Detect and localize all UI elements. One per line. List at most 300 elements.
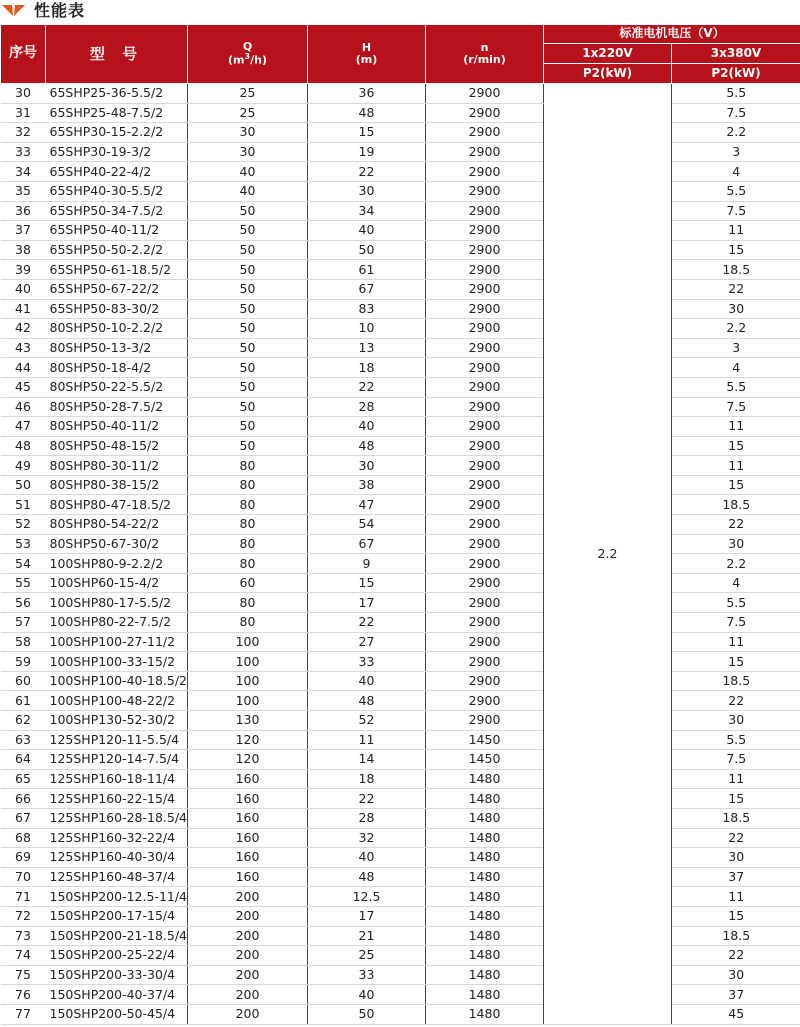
single-phase-power: 2.2 xyxy=(544,84,672,1025)
row-model: 65SHP25-48-7.5/2 xyxy=(46,103,188,123)
header-flow-unit xyxy=(188,53,307,67)
row-head: 48 xyxy=(308,691,426,711)
row-model: 65SHP50-61-18.5/2 xyxy=(46,260,188,280)
table-row xyxy=(1,632,800,652)
row-speed: 2900 xyxy=(426,613,544,633)
page-title: 性能表 xyxy=(34,1,86,20)
table-row xyxy=(1,103,800,123)
row-power: 11 xyxy=(672,456,800,476)
row-speed: 1480 xyxy=(426,867,544,887)
row-model: 125SHP160-22-15/4 xyxy=(46,789,188,809)
row-speed: 2900 xyxy=(426,671,544,691)
table-row xyxy=(1,436,800,456)
row-index: 54 xyxy=(1,554,46,574)
row-model: 150SHP200-25-22/4 xyxy=(46,946,188,966)
row-head: 47 xyxy=(308,495,426,515)
row-power: 4 xyxy=(672,162,800,182)
row-power: 15 xyxy=(672,652,800,672)
row-head: 48 xyxy=(308,867,426,887)
row-index: 49 xyxy=(1,456,46,476)
row-head: 17 xyxy=(308,593,426,613)
row-speed: 2900 xyxy=(426,495,544,515)
row-flow: 50 xyxy=(188,260,308,280)
row-head: 52 xyxy=(308,711,426,731)
row-speed: 2900 xyxy=(426,103,544,123)
flow-unit-post: /h) xyxy=(250,53,267,67)
table-row xyxy=(1,652,800,672)
row-speed: 2900 xyxy=(426,632,544,652)
table-row xyxy=(1,495,800,515)
row-model: 100SHP100-33-15/2 xyxy=(46,652,188,672)
row-power: 22 xyxy=(672,946,800,966)
table-row xyxy=(1,417,800,437)
table-row xyxy=(1,965,800,985)
row-index: 71 xyxy=(1,887,46,907)
table-row xyxy=(1,730,800,750)
row-model: 125SHP160-28-18.5/4 xyxy=(46,808,188,828)
row-index: 32 xyxy=(1,123,46,143)
row-speed: 1480 xyxy=(426,926,544,946)
row-speed: 1480 xyxy=(426,887,544,907)
row-head: 28 xyxy=(308,397,426,417)
row-flow: 40 xyxy=(188,162,308,182)
row-head: 19 xyxy=(308,142,426,162)
row-flow: 25 xyxy=(188,103,308,123)
table-row xyxy=(1,299,800,319)
row-model: 100SHP100-48-22/2 xyxy=(46,691,188,711)
row-power: 2.2 xyxy=(672,123,800,143)
row-power: 7.5 xyxy=(672,613,800,633)
row-head: 40 xyxy=(308,417,426,437)
row-flow: 80 xyxy=(188,534,308,554)
table-row xyxy=(1,162,800,182)
row-speed: 1480 xyxy=(426,906,544,926)
row-power: 11 xyxy=(672,769,800,789)
row-index: 35 xyxy=(1,181,46,201)
row-index: 45 xyxy=(1,377,46,397)
row-flow: 50 xyxy=(188,338,308,358)
row-head: 50 xyxy=(308,1004,426,1024)
row-index: 56 xyxy=(1,593,46,613)
row-model: 80SHP50-18-4/2 xyxy=(46,358,188,378)
table-row xyxy=(1,926,800,946)
row-index: 47 xyxy=(1,417,46,437)
row-head: 22 xyxy=(308,162,426,182)
row-index: 31 xyxy=(1,103,46,123)
row-model: 80SHP80-30-11/2 xyxy=(46,456,188,476)
row-model: 100SHP80-22-7.5/2 xyxy=(46,613,188,633)
row-speed: 2900 xyxy=(426,123,544,143)
row-power: 22 xyxy=(672,828,800,848)
row-model: 80SHP50-48-15/2 xyxy=(46,436,188,456)
table-row xyxy=(1,201,800,221)
row-head: 15 xyxy=(308,123,426,143)
row-power: 5.5 xyxy=(672,181,800,201)
table-row xyxy=(1,123,800,143)
row-power: 30 xyxy=(672,965,800,985)
row-power: 30 xyxy=(672,534,800,554)
header-speed-symbol: n xyxy=(480,40,489,54)
row-speed: 2900 xyxy=(426,279,544,299)
row-flow: 120 xyxy=(188,730,308,750)
table-row xyxy=(1,769,800,789)
row-power: 18.5 xyxy=(672,495,800,515)
row-model: 80SHP50-40-11/2 xyxy=(46,417,188,437)
row-index: 30 xyxy=(1,84,46,104)
title-bar xyxy=(0,0,800,22)
row-flow: 80 xyxy=(188,554,308,574)
row-model: 80SHP50-22-5.5/2 xyxy=(46,377,188,397)
row-power: 22 xyxy=(672,691,800,711)
row-power: 3 xyxy=(672,142,800,162)
row-power: 7.5 xyxy=(672,397,800,417)
row-model: 100SHP80-9-2.2/2 xyxy=(46,554,188,574)
row-index: 50 xyxy=(1,475,46,495)
row-flow: 50 xyxy=(188,358,308,378)
row-power: 15 xyxy=(672,906,800,926)
header-single-phase: 1x220V xyxy=(544,43,672,63)
table-row xyxy=(1,691,800,711)
table-row xyxy=(1,985,800,1005)
row-model: 150SHP200-21-18.5/4 xyxy=(46,926,188,946)
row-head: 22 xyxy=(308,377,426,397)
row-model: 100SHP100-40-18.5/2 xyxy=(46,671,188,691)
row-power: 15 xyxy=(672,789,800,809)
row-head: 15 xyxy=(308,573,426,593)
row-head: 33 xyxy=(308,965,426,985)
row-power: 2.2 xyxy=(672,554,800,574)
row-model: 80SHP50-10-2.2/2 xyxy=(46,319,188,339)
row-flow: 80 xyxy=(188,515,308,535)
row-speed: 1450 xyxy=(426,750,544,770)
row-speed: 1480 xyxy=(426,1004,544,1024)
table-row xyxy=(1,319,800,339)
row-model: 80SHP80-47-18.5/2 xyxy=(46,495,188,515)
row-flow: 40 xyxy=(188,181,308,201)
row-index: 46 xyxy=(1,397,46,417)
header-flow xyxy=(188,25,308,84)
table-row xyxy=(1,887,800,907)
table-row xyxy=(1,573,800,593)
row-index: 57 xyxy=(1,613,46,633)
row-model: 150SHP200-12.5-11/4 xyxy=(46,887,188,907)
row-power: 7.5 xyxy=(672,201,800,221)
row-flow: 50 xyxy=(188,319,308,339)
row-flow: 200 xyxy=(188,1004,308,1024)
table-row xyxy=(1,475,800,495)
row-index: 75 xyxy=(1,965,46,985)
header-index: 序号 xyxy=(1,25,46,84)
row-model: 80SHP50-13-3/2 xyxy=(46,338,188,358)
row-model: 65SHP50-67-22/2 xyxy=(46,279,188,299)
table-row xyxy=(1,515,800,535)
row-index: 39 xyxy=(1,260,46,280)
row-power: 30 xyxy=(672,299,800,319)
row-flow: 160 xyxy=(188,867,308,887)
row-speed: 2900 xyxy=(426,84,544,104)
row-power: 11 xyxy=(672,417,800,437)
row-speed: 2900 xyxy=(426,475,544,495)
row-flow: 50 xyxy=(188,397,308,417)
row-power: 2.2 xyxy=(672,319,800,339)
table-row xyxy=(1,260,800,280)
row-model: 65SHP50-40-11/2 xyxy=(46,221,188,241)
table-row xyxy=(1,848,800,868)
row-flow: 130 xyxy=(188,711,308,731)
row-flow: 160 xyxy=(188,828,308,848)
row-flow: 80 xyxy=(188,475,308,495)
table-row xyxy=(1,906,800,926)
row-flow: 200 xyxy=(188,906,308,926)
row-power: 11 xyxy=(672,887,800,907)
table-row xyxy=(1,221,800,241)
row-index: 67 xyxy=(1,808,46,828)
row-speed: 2900 xyxy=(426,691,544,711)
row-index: 38 xyxy=(1,240,46,260)
row-speed: 2900 xyxy=(426,358,544,378)
row-speed: 2900 xyxy=(426,534,544,554)
table-row xyxy=(1,358,800,378)
row-speed: 1480 xyxy=(426,828,544,848)
row-speed: 2900 xyxy=(426,573,544,593)
table-row xyxy=(1,613,800,633)
row-head: 33 xyxy=(308,652,426,672)
table-row xyxy=(1,84,800,104)
table-row xyxy=(1,828,800,848)
header-flow-symbol: Q xyxy=(242,40,253,54)
row-speed: 2900 xyxy=(426,377,544,397)
row-power: 15 xyxy=(672,240,800,260)
row-speed: 2900 xyxy=(426,417,544,437)
row-head: 83 xyxy=(308,299,426,319)
table-row xyxy=(1,240,800,260)
row-flow: 80 xyxy=(188,613,308,633)
row-index: 55 xyxy=(1,573,46,593)
row-model: 125SHP160-48-37/4 xyxy=(46,867,188,887)
table-row xyxy=(1,397,800,417)
row-head: 18 xyxy=(308,358,426,378)
row-head: 34 xyxy=(308,201,426,221)
row-index: 43 xyxy=(1,338,46,358)
row-index: 53 xyxy=(1,534,46,554)
row-power: 45 xyxy=(672,1004,800,1024)
row-head: 30 xyxy=(308,181,426,201)
row-flow: 200 xyxy=(188,926,308,946)
header-head xyxy=(308,25,426,84)
row-model: 150SHP200-33-30/4 xyxy=(46,965,188,985)
row-speed: 2900 xyxy=(426,201,544,221)
row-model: 125SHP120-11-5.5/4 xyxy=(46,730,188,750)
row-index: 42 xyxy=(1,319,46,339)
table-body xyxy=(1,84,800,1025)
row-speed: 1480 xyxy=(426,985,544,1005)
row-power: 3 xyxy=(672,338,800,358)
row-power: 15 xyxy=(672,475,800,495)
row-flow: 50 xyxy=(188,417,308,437)
row-flow: 30 xyxy=(188,142,308,162)
row-index: 48 xyxy=(1,436,46,456)
row-power: 5.5 xyxy=(672,593,800,613)
row-power: 18.5 xyxy=(672,260,800,280)
row-index: 41 xyxy=(1,299,46,319)
row-index: 63 xyxy=(1,730,46,750)
row-index: 64 xyxy=(1,750,46,770)
row-power: 11 xyxy=(672,632,800,652)
row-power: 18.5 xyxy=(672,671,800,691)
table-row xyxy=(1,671,800,691)
row-index: 69 xyxy=(1,848,46,868)
row-model: 65SHP50-34-7.5/2 xyxy=(46,201,188,221)
row-power: 4 xyxy=(672,573,800,593)
row-power: 18.5 xyxy=(672,808,800,828)
row-speed: 2900 xyxy=(426,299,544,319)
row-head: 48 xyxy=(308,436,426,456)
row-index: 60 xyxy=(1,671,46,691)
row-head: 21 xyxy=(308,926,426,946)
row-index: 40 xyxy=(1,279,46,299)
row-index: 52 xyxy=(1,515,46,535)
row-index: 68 xyxy=(1,828,46,848)
row-flow: 80 xyxy=(188,456,308,476)
row-power: 7.5 xyxy=(672,750,800,770)
row-flow: 50 xyxy=(188,299,308,319)
flow-unit-pre: (m xyxy=(228,53,245,67)
row-power: 4 xyxy=(672,358,800,378)
double-chevron-icon xyxy=(2,3,26,18)
row-index: 76 xyxy=(1,985,46,1005)
flow-unit-sup: 3 xyxy=(244,52,251,62)
row-speed: 2900 xyxy=(426,240,544,260)
row-power: 37 xyxy=(672,985,800,1005)
row-index: 73 xyxy=(1,926,46,946)
row-speed: 2900 xyxy=(426,436,544,456)
row-power: 15 xyxy=(672,436,800,456)
row-head: 48 xyxy=(308,103,426,123)
table-row xyxy=(1,867,800,887)
row-model: 150SHP200-50-45/4 xyxy=(46,1004,188,1024)
row-flow: 50 xyxy=(188,201,308,221)
row-flow: 50 xyxy=(188,436,308,456)
row-speed: 1480 xyxy=(426,789,544,809)
row-head: 36 xyxy=(308,84,426,104)
row-model: 100SHP130-52-30/2 xyxy=(46,711,188,731)
row-power: 5.5 xyxy=(672,377,800,397)
row-head: 32 xyxy=(308,828,426,848)
performance-table xyxy=(0,24,800,1025)
row-power: 5.5 xyxy=(672,84,800,104)
header-head-symbol: H xyxy=(361,40,372,54)
table-row xyxy=(1,181,800,201)
row-model: 80SHP80-38-15/2 xyxy=(46,475,188,495)
row-head: 10 xyxy=(308,319,426,339)
header-power-2: P2(kW) xyxy=(672,63,800,83)
row-model: 100SHP100-27-11/2 xyxy=(46,632,188,652)
row-model: 100SHP80-17-5.5/2 xyxy=(46,593,188,613)
header-speed-unit: (r/min) xyxy=(463,53,506,66)
row-model: 125SHP160-18-11/4 xyxy=(46,769,188,789)
row-flow: 160 xyxy=(188,789,308,809)
row-head: 40 xyxy=(308,221,426,241)
row-speed: 2900 xyxy=(426,652,544,672)
row-index: 74 xyxy=(1,946,46,966)
row-head: 22 xyxy=(308,613,426,633)
row-flow: 50 xyxy=(188,240,308,260)
row-flow: 60 xyxy=(188,573,308,593)
row-flow: 200 xyxy=(188,887,308,907)
row-flow: 200 xyxy=(188,985,308,1005)
row-model: 65SHP40-22-4/2 xyxy=(46,162,188,182)
header-power-1: P2(kW) xyxy=(544,63,672,83)
row-head: 28 xyxy=(308,808,426,828)
row-speed: 2900 xyxy=(426,142,544,162)
header-model: 型 号 xyxy=(46,25,188,84)
row-flow: 80 xyxy=(188,495,308,515)
row-head: 40 xyxy=(308,848,426,868)
row-power: 5.5 xyxy=(672,730,800,750)
row-index: 77 xyxy=(1,1004,46,1024)
row-power: 30 xyxy=(672,848,800,868)
row-model: 125SHP160-32-22/4 xyxy=(46,828,188,848)
row-model: 80SHP80-54-22/2 xyxy=(46,515,188,535)
row-head: 17 xyxy=(308,906,426,926)
row-speed: 2900 xyxy=(426,554,544,574)
row-head: 67 xyxy=(308,279,426,299)
header-head-unit: (m) xyxy=(355,53,378,66)
row-speed: 1480 xyxy=(426,769,544,789)
row-flow: 100 xyxy=(188,632,308,652)
table-header xyxy=(1,25,800,84)
table-row xyxy=(1,534,800,554)
row-index: 36 xyxy=(1,201,46,221)
row-index: 58 xyxy=(1,632,46,652)
row-flow: 120 xyxy=(188,750,308,770)
row-model: 65SHP50-83-30/2 xyxy=(46,299,188,319)
row-speed: 1450 xyxy=(426,730,544,750)
row-index: 37 xyxy=(1,221,46,241)
row-head: 67 xyxy=(308,534,426,554)
row-speed: 2900 xyxy=(426,338,544,358)
table-row xyxy=(1,946,800,966)
row-model: 65SHP40-30-5.5/2 xyxy=(46,181,188,201)
row-head: 54 xyxy=(308,515,426,535)
row-power: 18.5 xyxy=(672,926,800,946)
row-index: 61 xyxy=(1,691,46,711)
row-head: 38 xyxy=(308,475,426,495)
row-model: 150SHP200-17-15/4 xyxy=(46,906,188,926)
table-row xyxy=(1,142,800,162)
row-head: 30 xyxy=(308,456,426,476)
row-flow: 25 xyxy=(188,84,308,104)
table-row xyxy=(1,456,800,476)
row-head: 18 xyxy=(308,769,426,789)
row-speed: 1480 xyxy=(426,848,544,868)
row-head: 40 xyxy=(308,985,426,1005)
row-head: 14 xyxy=(308,750,426,770)
row-model: 65SHP30-19-3/2 xyxy=(46,142,188,162)
row-head: 50 xyxy=(308,240,426,260)
table-row xyxy=(1,593,800,613)
row-head: 11 xyxy=(308,730,426,750)
table-row xyxy=(1,808,800,828)
row-flow: 50 xyxy=(188,221,308,241)
row-power: 30 xyxy=(672,711,800,731)
row-speed: 2900 xyxy=(426,515,544,535)
row-index: 72 xyxy=(1,906,46,926)
row-flow: 50 xyxy=(188,279,308,299)
row-flow: 160 xyxy=(188,769,308,789)
row-model: 65SHP25-36-5.5/2 xyxy=(46,84,188,104)
row-flow: 30 xyxy=(188,123,308,143)
